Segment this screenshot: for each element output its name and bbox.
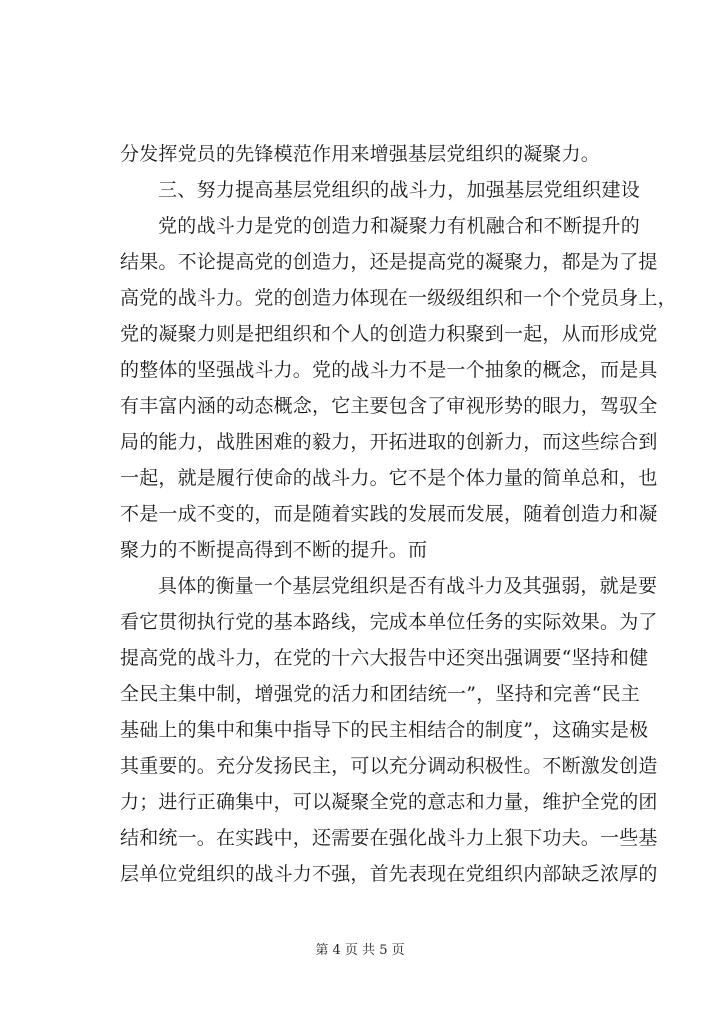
- text-line: 党的战斗力是党的创造力和凝聚力有机融合和不断提升的: [158, 215, 640, 237]
- page-number-footer: 第 4 页 共 5 页: [315, 943, 405, 958]
- text-line: 力；进行正确集中，可以凝聚全党的意志和力量，维护全党的团: [120, 791, 658, 813]
- text-line: 局的能力，战胜困难的毅力，开拓进取的创新力，而这些综合到: [120, 431, 658, 453]
- text-line: 聚力的不断提高得到不断的提升。而: [120, 539, 428, 561]
- section-heading: 三、努力提高基层党组织的战斗力，加强基层党组织建设: [158, 179, 640, 201]
- text-line: 提高党的战斗力，在党的十六大报告中还突出强调要“坚持和健: [120, 647, 649, 669]
- text-line: 的整体的坚强战斗力。党的战斗力不是一个抽象的概念，而是具: [120, 359, 658, 381]
- text-line: 基础上的集中和集中指导下的民主相结合的制度”，这确实是极: [120, 719, 649, 741]
- text-line: 党的凝聚力则是把组织和个人的创造力积聚到一起，从而形成党: [120, 323, 658, 345]
- text-line: 结果。不论提高党的创造力，还是提高党的凝聚力，都是为了提: [120, 251, 658, 273]
- text-line: 不是一成不变的，而是随着实践的发展而发展，随着创造力和凝: [120, 503, 658, 525]
- text-line: 结和统一。在实践中，还需要在强化战斗力上狠下功夫。一些基: [120, 827, 658, 849]
- text-line: 分发挥党员的先锋模范作用来增强基层党组织的凝聚力。: [120, 143, 601, 165]
- text-line: 看它贯彻执行党的基本路线，完成本单位任务的实际效果。为了: [120, 611, 658, 633]
- text-line: 高党的战斗力。党的创造力体现在一级级组织和一个个党员身上，: [120, 287, 677, 309]
- text-line: 层单位党组织的战斗力不强，首先表现在党组织内部缺乏浓厚的: [120, 863, 658, 885]
- text-line: 具体的衡量一个基层党组织是否有战斗力及其强弱，就是要: [158, 575, 658, 597]
- text-line: 一起，就是履行使命的战斗力。它不是个体力量的简单总和，也: [120, 467, 658, 489]
- text-line: 其重要的。充分发扬民主，可以充分调动积极性。不断激发创造: [120, 755, 658, 777]
- text-line: 有丰富内涵的动态概念，它主要包含了审视形势的眼力，驾驭全: [120, 395, 658, 417]
- text-line: 全民主集中制，增强党的活力和团结统一”，坚持和完善“民主: [120, 683, 640, 705]
